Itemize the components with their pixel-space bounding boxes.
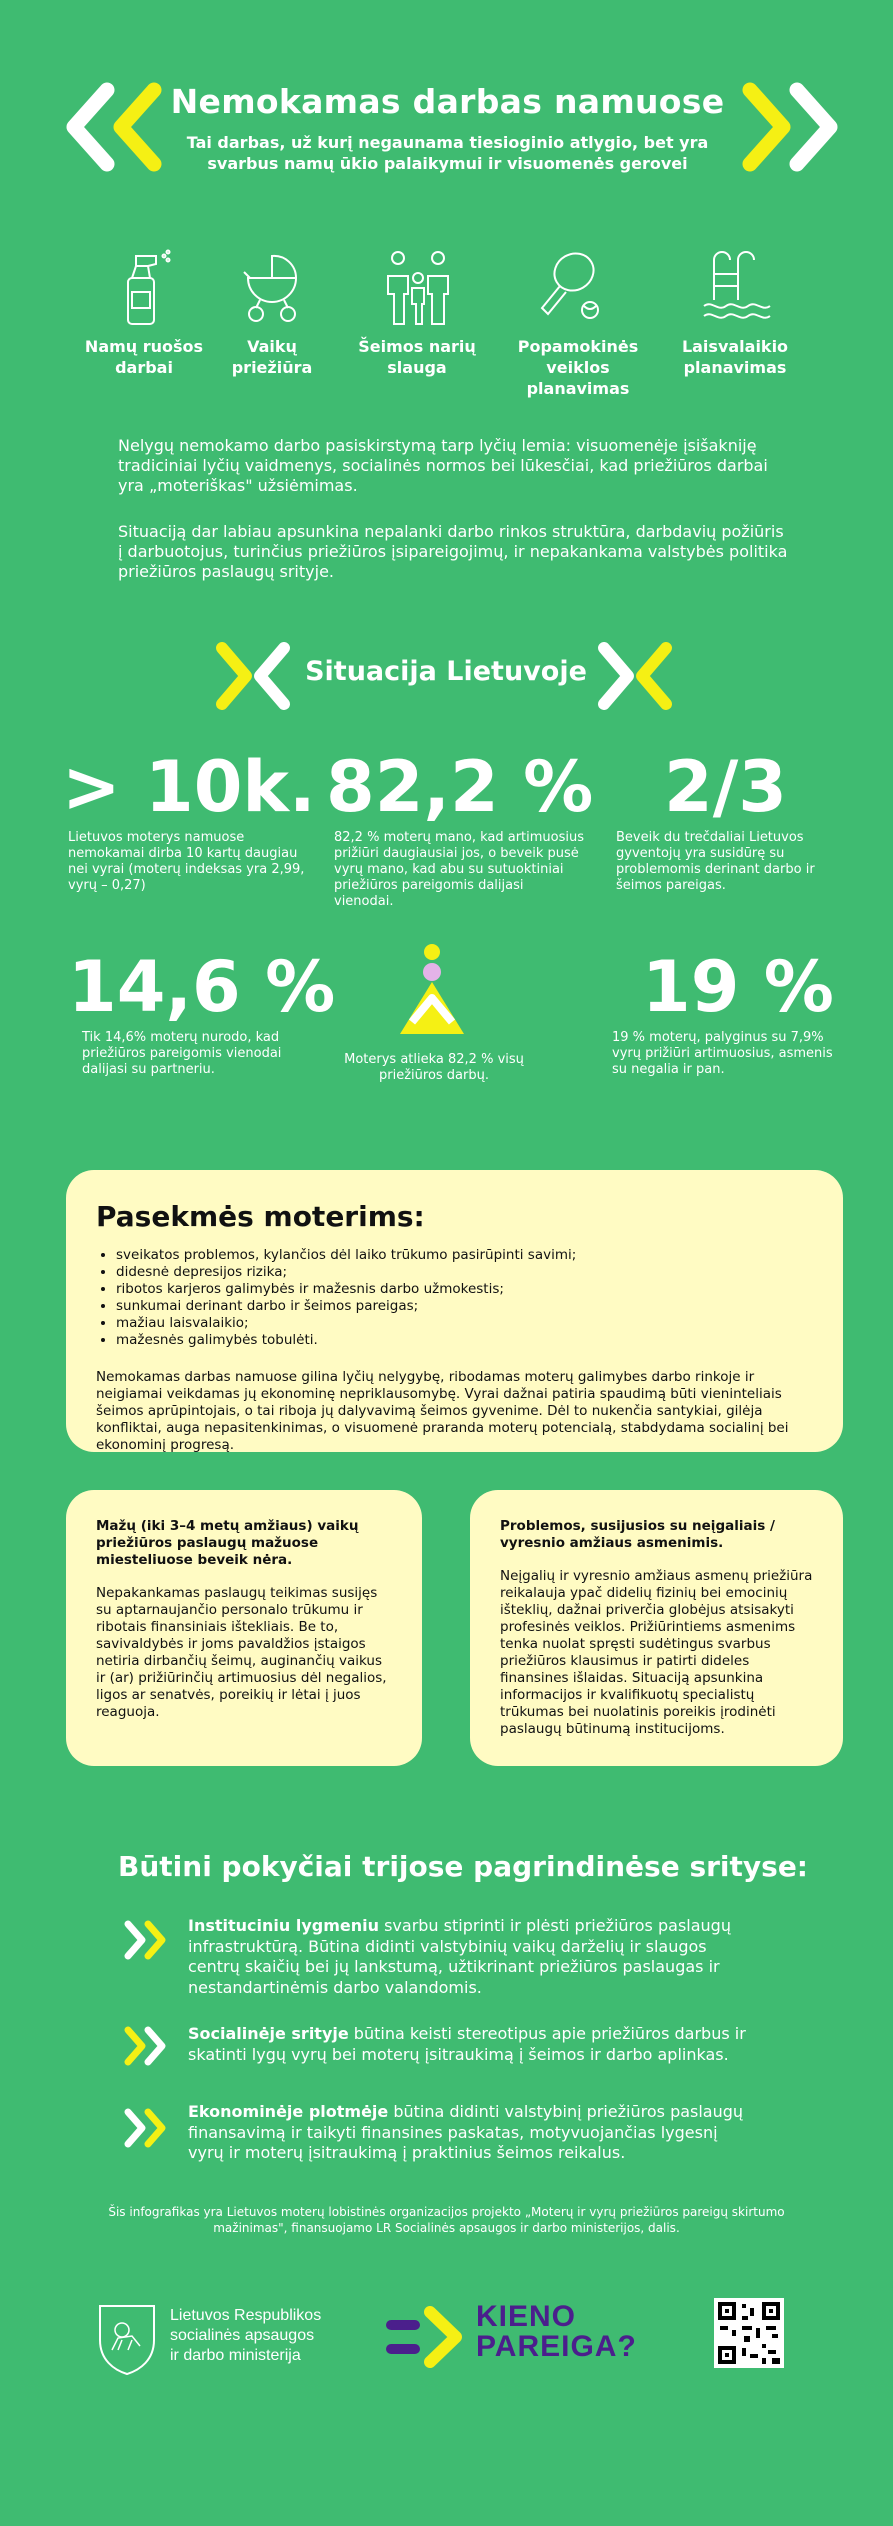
intro-paragraph-1: Nelygų nemokamo darbo pasiskirstymą tarp lyčių lemia: visuomenėje įsišakniję tradiciniai lyčių vaidmenys, socialinės normos bei lūkesčiai, kad priežiūros darbai yra „moteriškas" užsiėmimas. [118,436,768,495]
ministry-line: socialinės apsaugos [170,2327,315,2344]
stat-text-82: 82,2 % moterų mano, kad artimuosius prižiūri daugiausiai jos, o beveik pusė vyrų mano, kad abu su sutuoktiniai priežiūros pareigomis dalijasi vienodai. [334,830,585,909]
elderly-care-card-title: Problemos, susijusios su neįgaliais / vyresnio amžiaus asmenimis. [500,1518,775,1551]
stroller-icon [240,248,304,328]
woman-figure-icon [394,942,470,1042]
brand-name [476,2302,637,2362]
elderly-care-card [470,1490,843,1766]
change-text: svarbu stiprinti ir plėsti priežiūros paslaugų infrastruktūrą. Būtina didinti valstybinių vaikų darželių ir slaugos centrų skaičių bei jų lankstumą, užtikrinant priežiūros paslaugas ir nestandartinėmis darbo valandomis. [188,1916,731,1997]
family-icon [382,248,454,328]
change-lead: Ekonominėje plotmėje [188,2102,389,2121]
stat-text-10k: Lietuvos moterys namuose nemokamai dirba 10 kartų daugiau nei vyrai (moterų indeksas yra 2,99, vyrų – 0,27) [68,830,305,893]
stat-value-10k: > 10k. [62,746,316,828]
brand-line: PAREIGA? [476,2330,637,2363]
qr-code-icon[interactable] [714,2298,784,2368]
consequences-card [66,1170,843,1452]
change-item-institutional [188,1916,748,1998]
list-item: • sunkumai derinant darbo ir šeimos pareigas; [116,1298,813,1315]
list-item: • didesnė depresijos rizika; [116,1264,813,1281]
list-item: • sveikatos problemos, kylančios dėl laiko trūkumo pasirūpinti savimi; [116,1247,813,1264]
childcare-card-title: Mažų (iki 3–4 metų amžiaus) vaikų priežiūros paslaugų mažuose miesteliuose beveik nėra. [96,1518,359,1568]
change-lead: Socialinėje srityje [188,2024,349,2043]
kieno-pareiga-logo-icon [382,2306,468,2370]
icon-label-leisure: Laisvalaikio planavimas [681,337,789,377]
double-chevron-right-icon [122,1920,172,1960]
double-chevron-left-icon [590,642,676,710]
icon-label-after-school: Popamokinės veiklos planavimas [517,337,639,398]
ministry-line: ir darbo ministerija [170,2347,301,2364]
situation-title: Situacija Lietuvoje [305,656,587,687]
childcare-card [66,1490,422,1766]
stat-text-14: Tik 14,6% moterų nurodo, kad priežiūros pareigomis vienodai dalijasi su partneriu. [82,1030,282,1077]
spray-bottle-icon [112,248,176,328]
page-subtitle: Tai darbas, už kurį negaunama tiesioginio atlygio, bet yra svarbus namų ūkio palaikymui ir visuomenės gerovei [186,133,709,173]
double-chevron-right-icon [212,642,298,710]
icon-label-family-care: Šeimos narių slauga [358,337,476,377]
double-chevron-right-icon [122,2108,172,2148]
list-item: • ribotos karjeros galimybės ir mažesnis darbo užmokestis; [116,1281,813,1298]
stat-text-two-thirds: Beveik du trečdaliai Lietuvos gyventojų yra susidūrę su problemomis derinant darbo ir šeimos pareigas. [616,830,815,893]
ministry-name [170,2306,321,2366]
change-lead: Instituciniu lygmeniu [188,1916,379,1935]
list-item: • mažiau laisvalaikio; [116,1315,813,1332]
double-chevron-right-icon [732,82,842,172]
stat-value-82: 82,2 % [326,746,594,828]
elderly-care-card-text: Neįgalių ir vyresnio amžiaus asmenų priežiūra reikalauja ypač didelių fizinių bei emocinių išteklių, dažnai priverčia globėjus atsisakyti profesinės veiklos. Prižiūrintiems asmenims tenka nuolat spręsti sudėtingus svarbus priežiūros klausimus ir patirti dideles finansines išlaidas. Situaciją apsunkina informacijos ir kvalifikuotų specialistų trūkumas bei nuolatinis poreikis įrodinėti paslaugų būtinumą institucijoms. [500,1568,813,1737]
change-item-social [188,2024,748,2065]
brand-line: KIENO [476,2300,577,2333]
stat-value-14: 14,6 % [68,946,336,1028]
consequences-title: Pasekmės moterims: [96,1200,425,1233]
ping-pong-icon [534,248,606,328]
page-title: Nemokamas darbas namuose [170,82,725,121]
consequences-paragraph: Nemokamas darbas namuose gilina lyčių nelygybę, ribodamas moterų galimybes darbo rinkoje ir neigiamai veikdamas jų ekonominę nepriklausomybę. Vyrai dažnai patiria spaudimą būti vieninteliais šeimos aprūpintojais, o tai riboja jų dalyvavimą šeimos gyvenime. Dėl to nukenčia santykiai, gilėja konfliktai, auga nepasitenkinimas, o visuomenė praranda moterų potencialą, stabdydama socialinį bei ekonominį progresą. [96,1369,789,1453]
icon-label-housework: Namų ruošos darbai [84,337,204,377]
change-text: būtina didinti valstybinį priežiūros paslaugų finansavimą ir taikyti finansines paskatas, motyvuojančias lygesnį vyrų ir moterų įsitraukimą į praktinius šeimos reikalus. [188,2102,744,2162]
list-item: • mažesnės galimybės tobulėti. [116,1332,813,1349]
stat-value-19: 19 % [642,946,834,1028]
stat-text-82-share: Moterys atlieka 82,2 % visų priežiūros darbų. [344,1052,524,1083]
icon-label-childcare: Vaikų priežiūra [231,337,313,377]
coat-of-arms-icon [92,2300,162,2378]
stat-value-two-thirds: 2/3 [664,746,787,828]
changes-title: Būtini pokyčiai trijose pagrindinėse srityse: [118,1850,809,1883]
pool-ladder-icon [700,248,776,328]
footnote: Šis infografikas yra Lietuvos moterų lobistinės organizacijos projekto „Moterų ir vyrų priežiūros pareigų skirtumo mažinimas", finansuojamo LR Socialinės apsaugos ir darbo ministerijos, dalis. [108,2205,785,2235]
consequences-list [96,1247,813,1349]
change-item-economic [188,2102,748,2164]
intro-paragraph-2: Situaciją dar labiau apsunkina nepalanki darbo rinkos struktūra, darbdavių požiūris į darbuotojus, turinčius priežiūros įsipareigojimų, ir nepakankama valstybės politika priežiūros paslaugų srityje. [118,522,788,581]
double-chevron-right-icon [122,2026,172,2066]
stat-text-19: 19 % moterų, palyginus su 7,9% vyrų prižiūri artimuosius, asmenis su negalia ir pan. [612,1030,833,1077]
change-text: būtina keisti stereotipus apie priežiūros darbus ir skatinti lygų vyrų bei moterų įsitraukimą į šeimos ir darbo aplinkas. [188,2024,746,2064]
ministry-line: Lietuvos Respublikos [170,2307,322,2324]
childcare-card-text: Nepakankamas paslaugų teikimas susijęs su aptarnaujančio personalo trūkumu ir ribotais finansiniais ištekliais. Be to, savivaldybės ir joms pavaldžios įstaigos netiria dirbančių šeimų, auginančių vaikus ir (ar) prižiūrinčių artimuosius dėl negalios, ligos ar senatvės, poreikių ir lėtai į juos reaguoja. [96,1585,387,1720]
